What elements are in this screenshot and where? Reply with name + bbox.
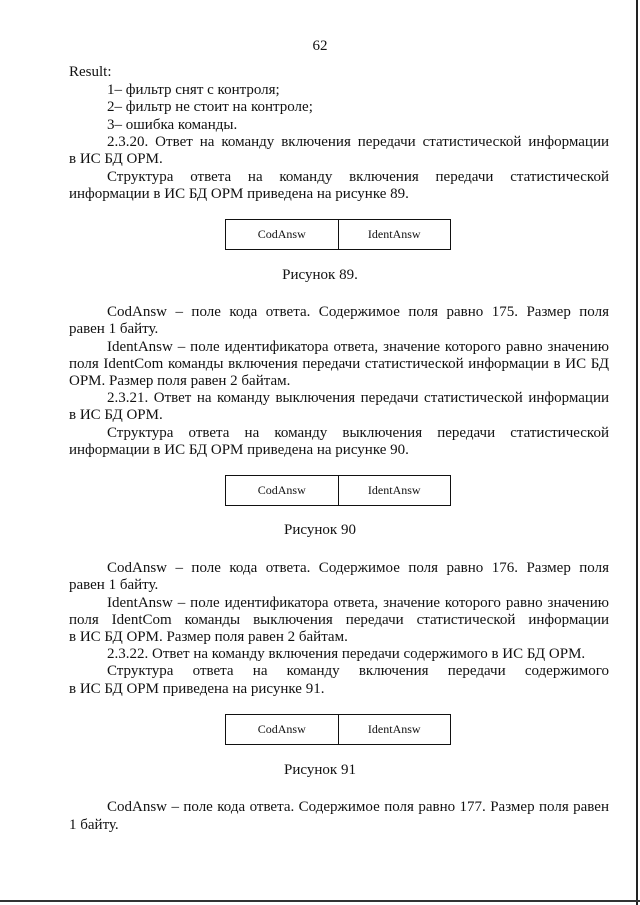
paragraph-line: в ИС БД ОРМ приведена на рисунке 91. [69, 681, 325, 697]
figure-91-diagram [225, 714, 451, 745]
paragraph-line: Структура ответа на команду включения передачи содержимого [107, 663, 609, 679]
field-codansw: CodAnsw [257, 722, 306, 736]
field-codansw: CodAnsw [257, 227, 306, 241]
paragraph-line: в ИС БД ОРМ. Размер поля равен 2 байтам. [69, 629, 348, 645]
field-codansw: CodAnsw [257, 483, 306, 497]
paragraph-line: Структура ответа на команду включения передачи статистической [107, 169, 609, 185]
figure-89-diagram [225, 219, 451, 250]
result-heading: Result: [69, 64, 112, 80]
result-item: 2– фильтр не стоит на контроле; [107, 99, 313, 115]
field-identansw: IdentAnsw [338, 220, 451, 249]
page-number: 62 [312, 38, 328, 54]
paragraph-line: информации в ИС БД ОРМ приведена на рисунке 89. [69, 186, 409, 202]
paragraph-line: поля IdentCom команды включения передачи статистической информации в ИС БД [69, 356, 609, 372]
paragraph-line: поля IdentCom команды выключения передачи статистической информации [69, 612, 609, 628]
figure-91-caption: Рисунок 91 [284, 762, 356, 778]
scan-edge-bottom [0, 900, 640, 902]
paragraph-line: в ИС БД ОРМ. [69, 407, 163, 423]
section-heading-2-3-20: 2.3.20. Ответ на команду включения передачи статистической информации [107, 134, 609, 150]
paragraph-line: CodAnsw – поле кода ответа. Содержимое поля равно 176. Размер поля [107, 560, 609, 576]
paragraph-line: информации в ИС БД ОРМ приведена на рисунке 90. [69, 442, 409, 458]
result-item: 3– ошибка команды. [107, 117, 238, 133]
paragraph-line: CodAnsw – поле кода ответа. Содержимое поля равно 175. Размер поля [107, 304, 609, 320]
paragraph-line: IdentAnsw – поле идентификатора ответа, значение которого равно значению [107, 339, 609, 355]
paragraph-line: IdentAnsw – поле идентификатора ответа, значение которого равно значению [107, 595, 609, 611]
paragraph-line: 1 байту. [69, 817, 119, 833]
field-identansw: IdentAnsw [338, 715, 451, 744]
paragraph-line: ОРМ. Размер поля равен 2 байтам. [69, 373, 291, 389]
paragraph-line: в ИС БД ОРМ. [69, 151, 163, 167]
figure-90-diagram [225, 475, 451, 506]
result-item: 1– фильтр снят с контроля; [107, 82, 280, 98]
paragraph-line: равен 1 байту. [69, 321, 159, 337]
section-heading-2-3-22: 2.3.22. Ответ на команду включения передачи содержимого в ИС БД ОРМ. [107, 646, 586, 662]
paragraph-line: Структура ответа на команду выключения передачи статистической [107, 425, 609, 441]
paragraph-line: CodAnsw – поле кода ответа. Содержимое поля равно 177. Размер поля равен [107, 799, 609, 815]
field-identansw: IdentAnsw [338, 476, 451, 505]
figure-89-caption: Рисунок 89. [282, 267, 358, 283]
paragraph-line: равен 1 байту. [69, 577, 159, 593]
figure-90-caption: Рисунок 90 [284, 522, 356, 538]
section-heading-2-3-21: 2.3.21. Ответ на команду выключения передачи статистической информации [107, 390, 609, 406]
